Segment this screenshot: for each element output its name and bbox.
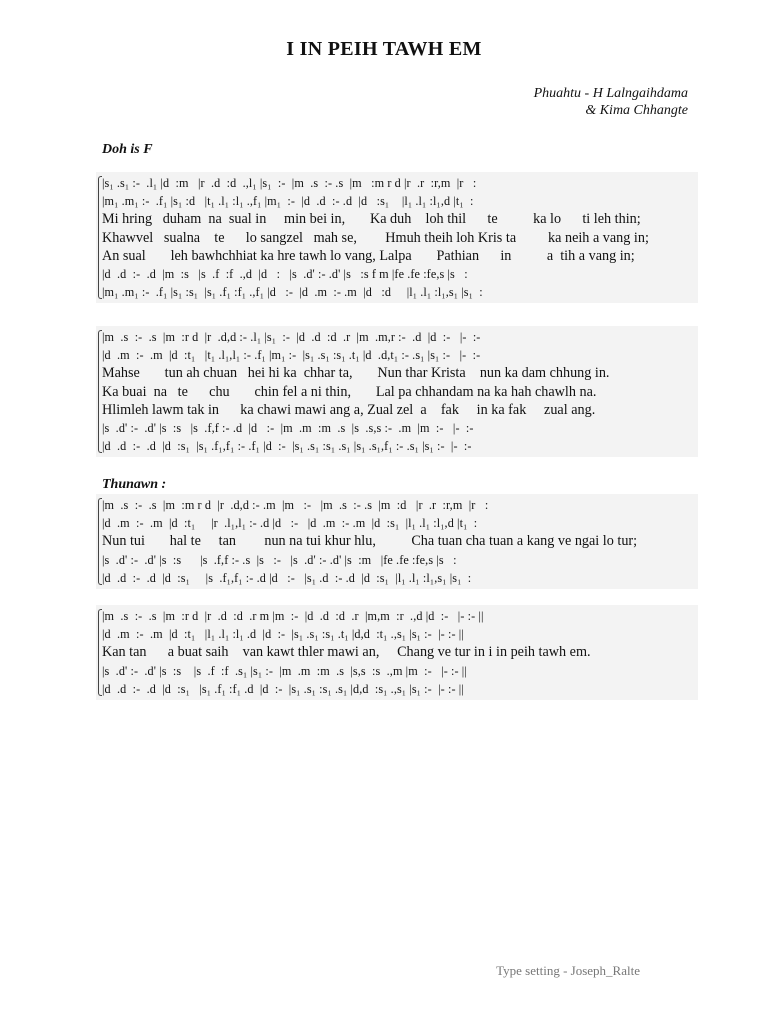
notation-line: |d .m :- .m |d :t₁ |t₁ .l₁,l₁ :- .f₁ |m₁ :- |s₁ .s₁ :s₁ .t₁ |d .d,t₁ :- .s₁ |s₁ :- |- :- (102, 348, 481, 363)
music-system-3 (96, 494, 698, 589)
staff-bracket (98, 609, 102, 696)
notation-line: |m .s :- .s |m :m r d |r .d,d :- .m |m :- |m .s :- .s |m :d |r .r :r,m |r : (102, 498, 489, 512)
notation-line: |s .d' :- .d' |s :s |s .f :f .s₁ |s₁ :- |m .m :m .s |s,s :s .,m |m :- |- :- || (102, 663, 467, 678)
lyric-line: Ka buai na te chu chin fel a ni thin, Lal pa chhandam na ka hah chawlh na. (102, 383, 597, 400)
notation-line: |d .d :- .d |d :s₁ |s₁ .f₁ :f₁ .d |d :- |s₁ .s₁ :s₁ .s₁ |d,d :s₁ .,s₁ |s₁ :- |- :- || (102, 681, 464, 696)
notation-line: |s .d' :- .d' |s :s |s .f,f :- .d |d :- |m .m :m .s |s .s,s :- .m |m :- |- :- (102, 420, 474, 435)
lyric-line: Mahse tun ah chuan hei hi ka chhar ta, Nun thar Krista nun ka dam chhung in. (102, 365, 610, 382)
notation-line: |d .d :- .d |d :s₁ |s .f₁,f₁ :- .d |d :- |s₁ .d :- .d |d :s₁ |l₁ .l₁ :l₁,s₁ |s₁ : (102, 570, 472, 585)
music-system-1 (96, 172, 698, 303)
composer-credit-2: & Kima Chhangte (585, 103, 688, 118)
music-system-4 (96, 605, 698, 700)
notation-line: |d .d :- .d |d :s₁ |s₁ .f₁,f₁ :- .f₁ |d :- |s₁ .s₁ :s₁ .s₁ |s₁ .s₁,f₁ :- .s₁ |s₁ :- |- :- (102, 439, 472, 454)
staff-bracket (98, 176, 102, 299)
typesetter-credit: Type setting - Joseph_Ralte (496, 963, 640, 978)
notation-line: |d .m :- .m |d :t₁ |r .l₁,l₁ :- .d |d :- |d .m :- .m |d :s₁ |l₁ .l₁ :l₁,d |t₁ : (102, 516, 478, 531)
notation-line: |s₁ .s₁ :- .l₁ |d :m |r .d :d .,l₁ |s₁ :- |m .s :- .s |m :m r d |r .r :r,m |r : (102, 176, 477, 190)
notation-line: |m₁ .m₁ :- .f₁ |s₁ :s₁ |s₁ .f₁ :f₁ .,f₁ |d :- |d .m :- .m |d :d |l₁ .l₁ :l₁,s₁ |s₁ : (102, 285, 483, 300)
staff-bracket (98, 498, 102, 585)
notation-line: |d .d :- .d |m :s |s .f :f .,d |d : |s .d' :- .d' |s :s f m |fe .fe :fe,s |s : (102, 266, 468, 281)
chorus-label: Thunawn : (102, 477, 167, 492)
composer-credit: Phuahtu - H Lalngaihdama (533, 86, 688, 101)
music-system-2 (96, 326, 698, 457)
song-title: I IN PEIH TAWH EM (286, 38, 482, 60)
staff-bracket (98, 330, 102, 453)
notation-line: |m .s :- .s |m :r d |r .d,d :- .l₁ |s₁ :- |d .d :d .r |m .m,r :- .d |d :- |- :- (102, 330, 481, 344)
lyric-line: Kan tan a buat saih van kawt thler mawi an, Chang ve tur in i in peih tawh em. (102, 644, 591, 661)
notation-line: |m₁ .m₁ :- .f₁ |s₁ :d |t₁ .l₁ :l₁ .,f₁ |m₁ :- |d .d :- .d |d :s₁ |l₁ .l₁ :l₁,d |t₁ : (102, 194, 474, 209)
lyric-line: Nun tui hal te tan nun na tui khur hlu, Cha tuan cha tuan a kang ve ngai lo tur; (102, 533, 638, 550)
notation-line: |m .s :- .s |m :r d |r .d :d .r m |m :- |d .d :d .r |m,m :r .,d |d :- |- :- || (102, 609, 484, 623)
notation-line: |s .d' :- .d' |s :s |s .f,f :- .s |s :- |s .d' :- .d' |s :m |fe .fe :fe,s |s : (102, 552, 457, 567)
lyric-line: An sual leh bawhchhiat ka hre tawh lo vang, Lalpa Pathian in a tih a vang in; (102, 247, 635, 264)
lyric-line: Mi hring duham na sual in min bei in, Ka duh loh thil te ka lo ti leh thin; (102, 211, 641, 228)
lyric-line: Khawvel sualna te lo sangzel mah se, Hmuh theih loh Kris ta ka neih a vang in; (102, 229, 649, 246)
key-signature: Doh is F (102, 142, 153, 157)
lyric-line: Hlimleh lawm tak in ka chawi mawi ang a, Zual zel a fak in ka fak zual ang. (102, 401, 596, 418)
notation-line: |d .m :- .m |d :t₁ |l₁ .l₁ :l₁ .d |d :- |s₁ .s₁ :s₁ .t₁ |d,d :t₁ .,s₁ |s₁ :- |- :- || (102, 627, 464, 642)
